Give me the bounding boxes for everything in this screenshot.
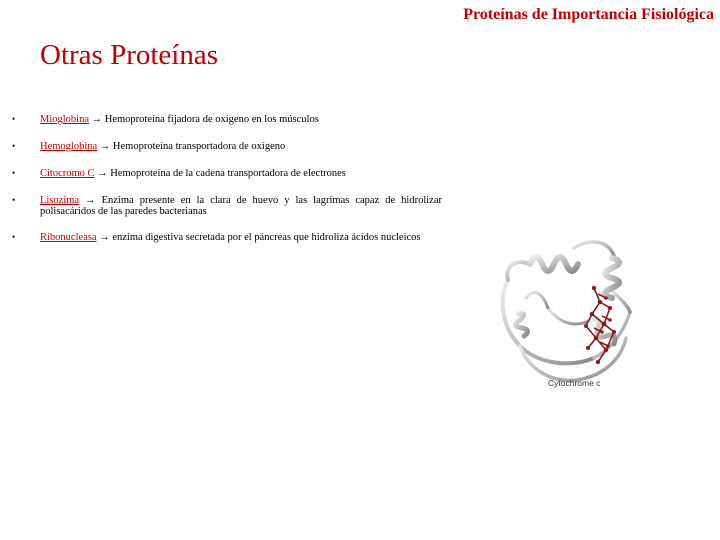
definition: Hemoproteína de la cadena transportadora de electrones (110, 168, 346, 179)
bullet-marker: • (12, 114, 16, 124)
arrow: → (97, 141, 113, 152)
bullet-item-citocromo-c (12, 168, 442, 179)
term-hemoglobina: Hemoglobina (40, 141, 98, 152)
bullet-item-lisozima (12, 195, 442, 217)
bullet-item-ribonucleasa (12, 232, 442, 243)
arrow: → (79, 195, 102, 206)
ribbon-coils (503, 242, 630, 381)
bullet-marker: • (12, 168, 16, 178)
bullet-list (12, 114, 442, 243)
arrow: → (89, 114, 105, 125)
bullet-item-hemoglobina (12, 141, 442, 152)
bullet-marker: • (12, 141, 16, 151)
bullet-marker: • (12, 195, 16, 205)
term-lisozima: Lisozima (40, 195, 80, 206)
definition: Hemoproteína fijadora de oxígeno en los músculos (104, 114, 319, 125)
arrow: → (94, 168, 111, 179)
figure-caption: Cytochrome c (548, 378, 601, 388)
bullet-item-mioglobina (12, 114, 442, 125)
definition: Hemoproteína transportadora de oxígeno (112, 141, 286, 152)
cytochrome-c-structure-image (490, 228, 650, 392)
slide-title: Otras Proteínas (40, 39, 218, 71)
header-title: Proteínas de Importancia Fisiológica (463, 6, 714, 23)
protein-ribbon-illustration (490, 228, 650, 392)
definition: enzima digestiva secretada por el páncreas que hidroliza ácidos nucleicos (112, 232, 421, 243)
definition: Enzima presente en la clara de huevo y las lagrimas capaz de hidrolizar polisacáridos de las paredes bacterianas (40, 195, 442, 217)
bullet-marker: • (12, 232, 16, 242)
term-mioglobina: Mioglobina (40, 114, 89, 125)
term-ribonucleasa: Ribonucleasa (40, 232, 97, 243)
arrow: → (96, 232, 113, 243)
term-citocromo-c: Citocromo C (40, 168, 95, 179)
